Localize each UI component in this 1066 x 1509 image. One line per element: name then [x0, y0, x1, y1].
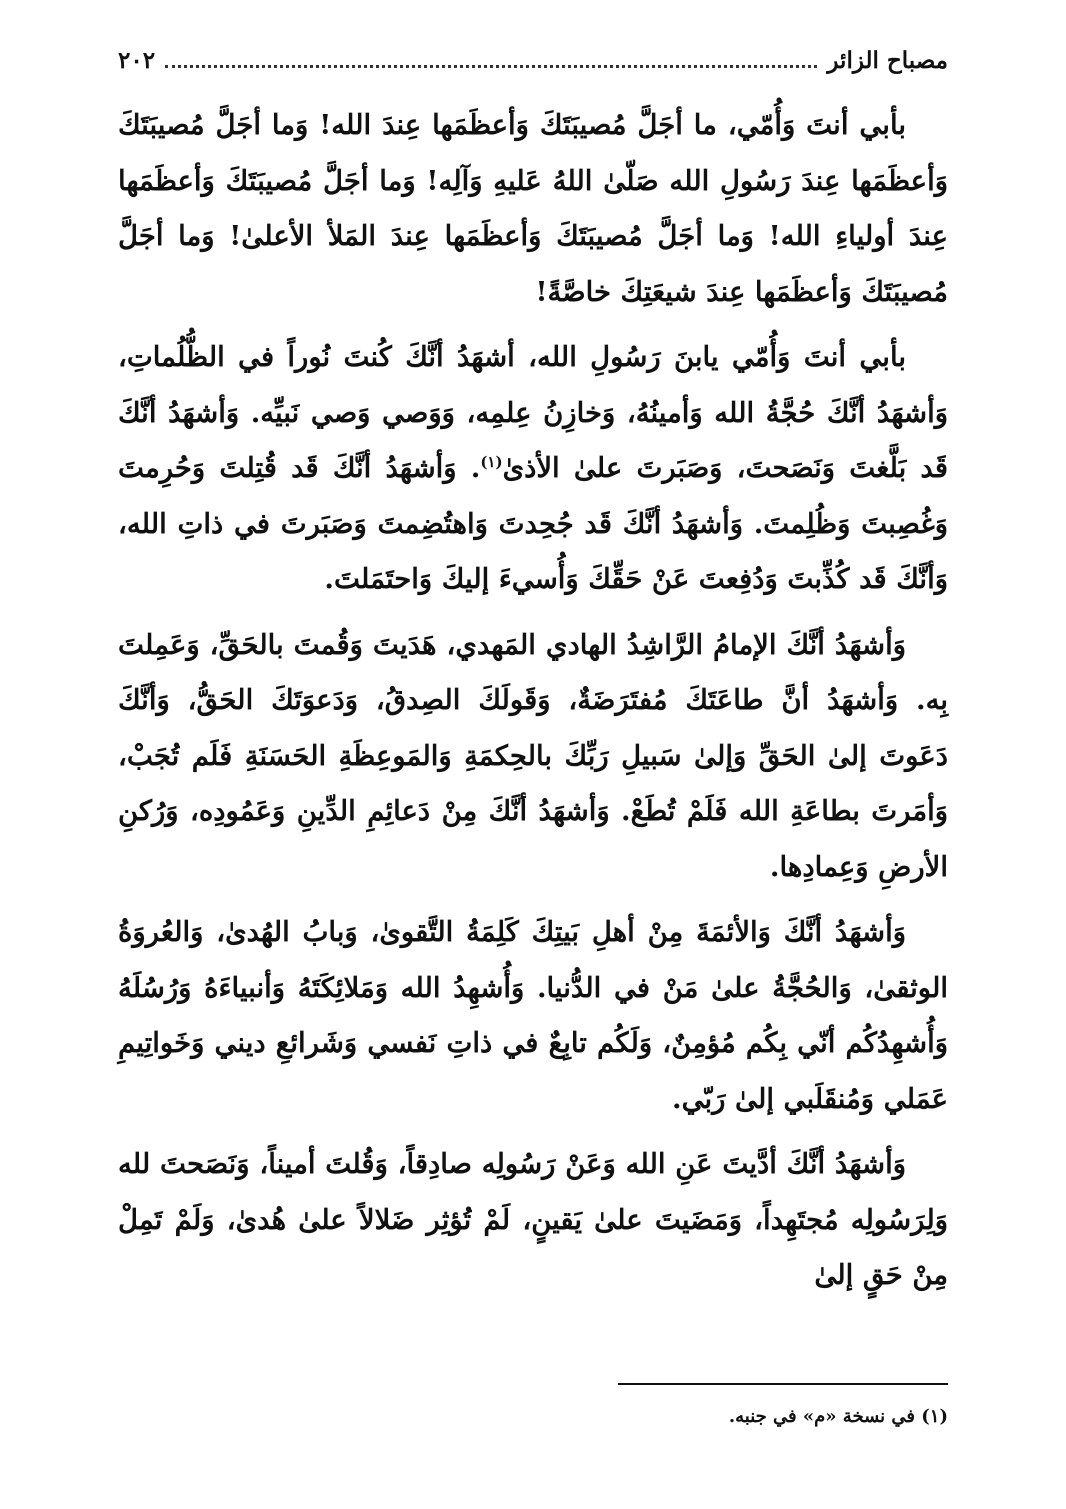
paragraph-1: بأبي أنتَ وَأُمّي، ما أجَلَّ مُصيبَتَكَ وَأعظَمَها عِندَ الله! وَما أجَلَّ مُصيبَتَكَ وَأعظَمَها عِندَ رَسُولِ الله صَلّىٰ اللهُ عَليهِ وَآلِه! وَما أجَلَّ مُصيبَتَكَ وَأعظَمَها عِندَ أولياءِ الله! وَما أجَلَّ مُصيبَتَكَ وَأعظَمَها عِندَ المَلأ الأعلىٰ! وَما أجَلَّ مُصيبَتَكَ وَأعظَمَها عِندَ شيعَتِكَ خاصَّةً! — [118, 109, 948, 308]
page — [118, 0, 948, 1509]
paragraph-2-text-after: . وَأشهَدُ أنَّكَ قَد قُتِلتَ وَحُرِمتَ وَغُصِبتَ وَظُلِمتَ. وَأشهَدُ أنَّكَ قَد جُحِدتَ وَاهتُضِمتَ وَصَبَرتَ في ذاتِ الله، وَأنَّكَ قَد كُذِّبتَ وَدُفِعتَ عَنْ حَقِّكَ وَأُسيءَ إليكَ وَاحتَمَلتَ. — [118, 452, 948, 595]
page-number: ٢٠٢ — [118, 46, 156, 74]
footnote: (١) في نسخة «م» في جنبه. — [728, 1406, 948, 1427]
page-header — [118, 40, 948, 80]
paragraph-3: وَأشهَدُ أنَّكَ الإمامُ الرَّاشِدُ الهادي المَهدي، هَدَيتَ وَقُمتَ بالحَقِّ، وَعَمِلتَ بِه. وَأشهَدُ أنَّ طاعَتَكَ مُفتَرَضَةٌ، وَقَولَكَ الصِدقُ، وَدَعوَتَكَ الحَقُّ، وَأنَّكَ دَعَوتَ إلىٰ الحَقِّ وَإلىٰ سَبيلِ رَبِّكَ بالحِكمَةِ وَالمَوعِظَةِ الحَسَنَةِ فَلَم تُجَبْ، وَأمَرتَ بطاعَةِ الله فَلَمْ تُطَعْ. وَأشهَدُ أنَّكَ مِنْ دَعائِمِ الدِّينِ وَعَمُودِه، وَرُكنِ الأرضِ وَعِمادِها. — [118, 628, 948, 883]
footnote-marker[interactable]: (١) — [480, 452, 503, 471]
running-title: مصباح الزائر — [827, 46, 948, 74]
header-dot-leader — [165, 65, 817, 68]
footnote-divider — [618, 1383, 948, 1385]
main-text — [118, 98, 948, 1314]
paragraph-5: وَأشهَدُ أنَّكَ أدَّيتَ عَنِ الله وَعَنْ رَسُولِه صادِقاً، وَقُلتَ أميناً، وَنَصَحتَ لله وَلِرَسُولِه مُجتَهِداً، وَمَضَيتَ علىٰ يَقينٍ، لَمْ تُؤثِر ضَلالاً علىٰ هُدىٰ، وَلَمْ تَمِلْ مِنْ حَقٍ إلىٰ — [118, 1148, 948, 1291]
paragraph-4: وَأشهَدُ أنَّكَ وَالأئمَةَ مِنْ أهلِ بَيتِكَ كَلِمَةُ التَّقوىٰ، وَبابُ الهُدىٰ، وَالعُروَةُ الوثقىٰ، وَالحُجَّةُ علىٰ مَنْ في الدُّنيا. وَأُشهِدُ الله وَمَلائِكَتَهُ وَأنبياءَهُ وَرُسُلَهُ وَأُشهِدُكُم أنّي بِكُم مُؤمِنٌ، وَلَكُم تابِعٌ في ذاتِ نَفسي وَشَرائعِ ديني وَخَواتِيمِ عَمَلي وَمُنقَلَبي إلىٰ رَبّي. — [118, 916, 948, 1115]
paragraph-2 — [118, 330, 948, 608]
paragraph-2-text-before: بأبي أنتَ وَأُمّي يابنَ رَسُولِ الله، أشهَدُ أنَّكَ كُنتَ نُوراً في الظُّلُماتِ، وَأشهَدُ أنَّكَ حُجَّةُ الله وَأمينُهُ، وَخازِنُ عِلمِه، وَوَصي وَصي نَبيِّه. وَأشهَدُ أنَّكَ قَد بَلَّغتَ وَنَصَحتَ، وَصَبَرتَ علىٰ الأذىٰ — [118, 341, 948, 484]
